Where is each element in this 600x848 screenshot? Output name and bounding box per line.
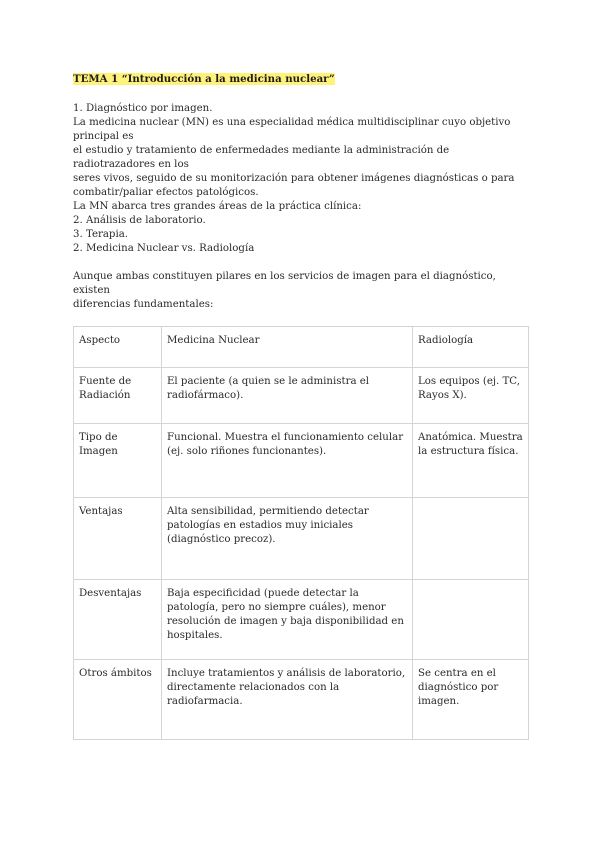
table-header-row <box>74 327 529 368</box>
table-cell: Incluye tratamientos y análisis de laboratorio, directamente relacionados con la radiofarmacia. <box>162 660 413 740</box>
text-line: 3. Terapia. <box>73 229 129 240</box>
table-cell <box>413 498 529 580</box>
body-paragraph <box>73 102 528 256</box>
table-cell: Ventajas <box>74 498 162 580</box>
table-cell: Funcional. Muestra el funcionamiento celular (ej. solo riñones funcionantes). <box>162 424 413 498</box>
text-line: diferencias fundamentales: <box>73 299 214 310</box>
table-cell <box>413 580 529 660</box>
table-intro <box>73 270 528 312</box>
table-row <box>74 368 529 424</box>
text-line: 2. Medicina Nuclear vs. Radiología <box>73 243 255 254</box>
text-line: Aunque ambas constituyen pilares en los servicios de imagen para el diagnóstico, existen <box>73 271 496 296</box>
text-line: 1. Diagnóstico por imagen. <box>73 103 213 114</box>
text-line: combatir/paliar efectos patológicos. <box>73 187 259 198</box>
table-cell: Desventajas <box>74 580 162 660</box>
table-row <box>74 424 529 498</box>
table-cell: Los equipos (ej. TC, Rayos X). <box>413 368 529 424</box>
table-row <box>74 498 529 580</box>
table-header-cell: Medicina Nuclear <box>162 327 413 368</box>
table-row <box>74 660 529 740</box>
table-cell: Anatómica. Muestra la estructura física. <box>413 424 529 498</box>
table-cell: Se centra en el diagnóstico por imagen. <box>413 660 529 740</box>
title-line <box>73 72 528 88</box>
comparison-table <box>73 326 529 740</box>
text-line: La medicina nuclear (MN) es una especialidad médica multidisciplinar cuyo objetivo principal es <box>73 117 511 142</box>
table-row <box>74 580 529 660</box>
text-line: La MN abarca tres grandes áreas de la práctica clínica: <box>73 201 362 212</box>
table-cell: Tipo de Imagen <box>74 424 162 498</box>
table-header-cell: Aspecto <box>74 327 162 368</box>
document-page <box>73 72 528 740</box>
table-cell: Otros ámbitos <box>74 660 162 740</box>
table-cell: Alta sensibilidad, permitiendo detectar patologías en estadios muy iniciales (diagnóstico precoz). <box>162 498 413 580</box>
table-cell: Baja especificidad (puede detectar la patología, pero no siempre cuáles), menor resolución de imagen y baja disponibilidad en hospitales. <box>162 580 413 660</box>
document-title: TEMA 1 “Introducción a la medicina nuclear” <box>73 73 335 85</box>
text-line: seres vivos, seguido de su monitorización para obtener imágenes diagnósticas o para <box>73 173 515 184</box>
table-cell: El paciente (a quien se le administra el radiofármaco). <box>162 368 413 424</box>
text-line: el estudio y tratamiento de enfermedades mediante la administración de radiotrazadores en los <box>73 145 450 170</box>
table-cell: Fuente de Radiación <box>74 368 162 424</box>
text-line: 2. Análisis de laboratorio. <box>73 215 206 226</box>
table-header-cell: Radiología <box>413 327 529 368</box>
